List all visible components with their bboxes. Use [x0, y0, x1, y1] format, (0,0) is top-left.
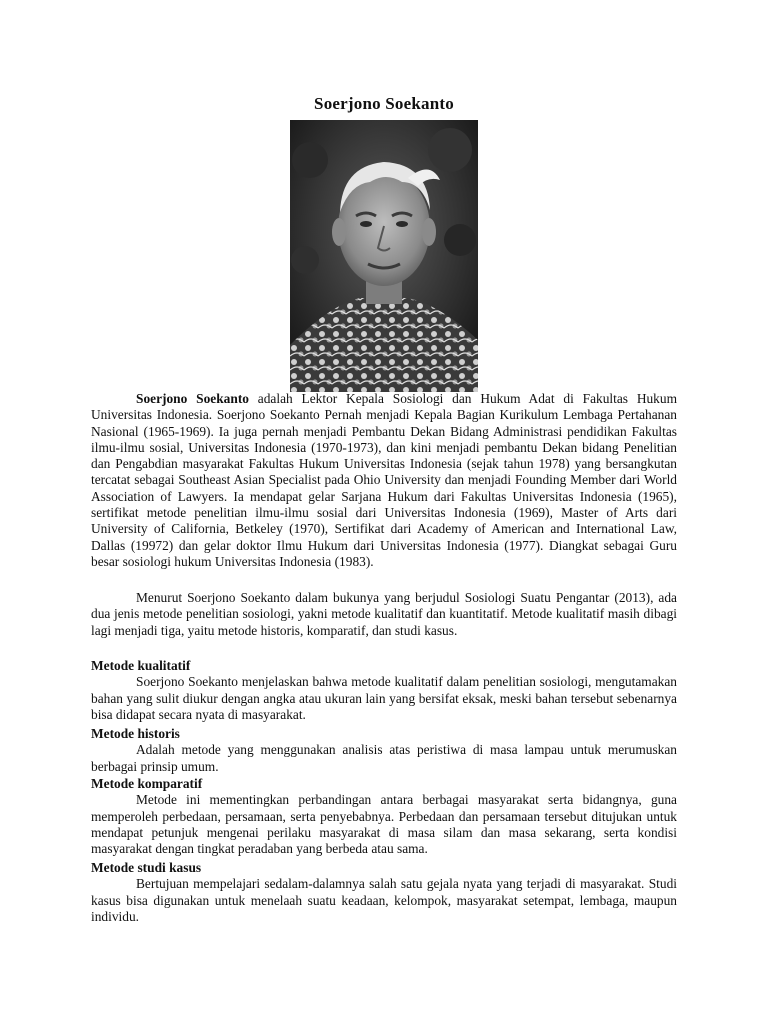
section-text: Metode ini mementingkan perbandingan antara berbagai masyarakat serta bidangnya, guna memperoleh perbedaan, persamaan, serta penyebabnya. Perbedaan dan persamaan tersebut ditujukan untuk mendapat petunjuk mengenai perilaku masyarakat di masa silam dan masa sekarang, serta kondisi masyarakat dengan tingkat peradaban yang berbeda atau sama.	[91, 792, 677, 857]
portrait-photo	[290, 120, 478, 392]
section-heading: Metode komparatif	[91, 776, 203, 791]
section-kualitatif	[91, 658, 677, 723]
section-heading: Metode studi kasus	[91, 860, 202, 875]
intro-text: Menurut Soerjono Soekanto dalam bukunya yang berjudul Sosiologi Suatu Pengantar (2013), ada dua jenis metode penelitian sosiologi, yakni metode kualitatif dan kuantitatif. Metode kualitatif masih dibagi lagi menjadi tiga, yaitu metode historis, komparatif, dan studi kasus.	[91, 590, 677, 638]
section-text: Adalah metode yang menggunakan analisis atas peristiwa di masa lampau untuk merumuskan berbagai prinsip umum.	[91, 742, 677, 774]
section-historis	[91, 726, 677, 775]
section-studi-kasus	[91, 860, 677, 925]
section-text: Bertujuan mempelajari sedalam-dalamnya salah satu gejala nyata yang terjadi di masyarakat. Studi kasus bisa digunakan untuk menelaah suatu keadaan, kelompok, masyarakat setempat, lembaga, maupun individu.	[91, 876, 677, 924]
biography-paragraph	[91, 391, 677, 570]
section-text: Soerjono Soekanto menjelaskan bahwa metode kualitatif dalam penelitian sosiologi, mengutamakan bahan yang sulit diukur dengan angka atau ukuran lain yang bersifat eksak, meski bahan tersebut sebenarnya bisa didapat secara nyata di masyarakat.	[91, 674, 677, 722]
section-komparatif	[91, 776, 677, 857]
section-heading: Metode historis	[91, 726, 180, 741]
bio-name: Soerjono Soekanto	[136, 391, 249, 406]
portrait-image	[290, 120, 478, 392]
intro-paragraph	[91, 590, 677, 639]
page-title: Soerjono Soekanto	[314, 94, 454, 113]
section-heading: Metode kualitatif	[91, 658, 191, 673]
bio-text: adalah Lektor Kepala Sosiologi dan Hukum Adat di Fakultas Hukum Universitas Indonesia. Soerjono Soekanto Pernah menjadi Kepala Bagian Kurikulum Lembaga Pertahanan Nasional (1965-1969). Ia juga pernah menjadi Pembantu Dekan Bidang Administrasi pendidikan Fakultas ilmu-ilmu sosial, Universitas Indonesia (1970-1973), dan kini menjadi pembantu Dekan bidang Penelitian dan Pengabdian masyarakat Fakultas Hukum Universitas Indonesia (sejak tahun 1978) yang bersangkutan tercatat sebagai Southeast Asian Specialist pada Ohio University dan menjadi Founding Member dari World Association of Lawyers. Ia mendapat gelar Sarjana Hukum dari Fakultas Universitas Indonesia (1965), sertifikat metode penelitian ilmu-ilmu sosial dari Universitas Indonesia (1969), Master of Arts dari University of California, Betkeley (1970), Sertifikat dari Academy of American and International Law, Dallas (19972) dan gelar doktor Ilmu Hukum dari Universitas Indonesia (1977). Diangkat sebagai Guru besar sosiologi hukum Universitas Indonesia (1983).	[91, 391, 677, 569]
